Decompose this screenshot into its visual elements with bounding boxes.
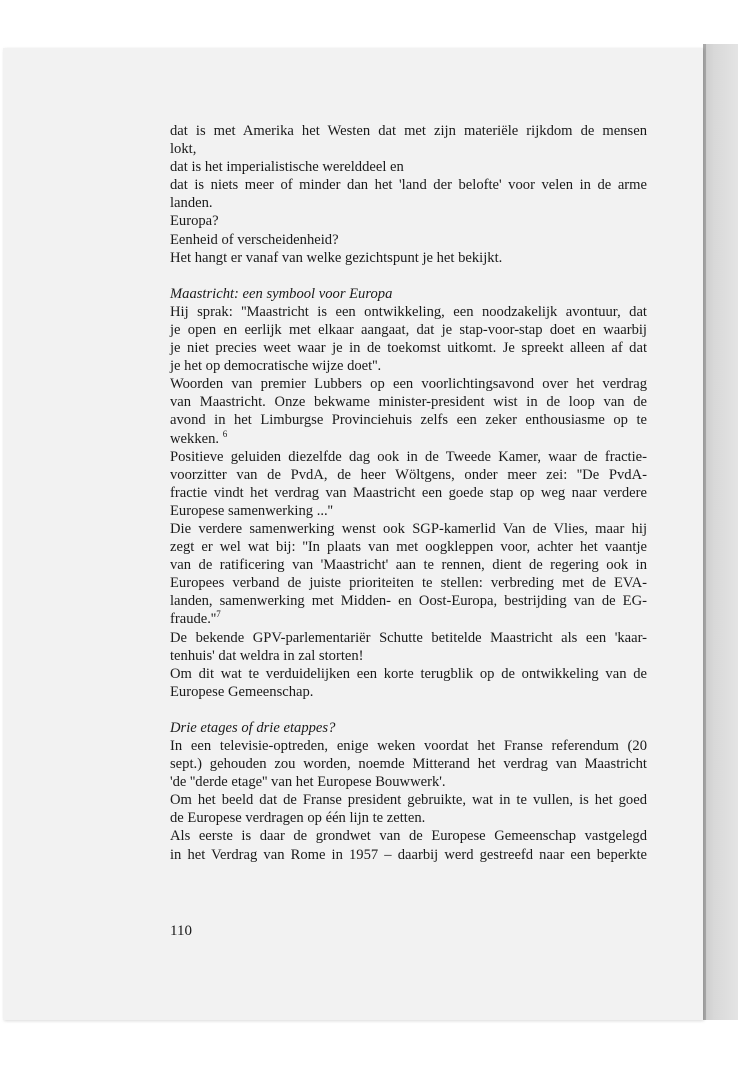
text-line: Positieve geluiden diezelfde dag ook in de Tweede Kamer, waar de fractie- bbox=[170, 448, 647, 465]
text-fragment: wekken. bbox=[170, 430, 220, 447]
footnote-marker-7: 7 bbox=[216, 609, 221, 620]
text-line: van Maastricht. Onze bekwame minister-president wist in de loop van de bbox=[170, 394, 647, 411]
text-line: tenhuis' dat weldra in zal storten! bbox=[170, 647, 364, 664]
text-line: dat is het imperialistische werelddeel en bbox=[170, 159, 404, 176]
page-number: 110 bbox=[170, 923, 192, 939]
text-line bbox=[170, 610, 647, 628]
text-line: je het op democratische wijze doet''. bbox=[170, 358, 382, 375]
text-line: Om het beeld dat de Franse president gebruikte, wat in te vullen, is het goed bbox=[170, 792, 647, 809]
text-line: lokt, bbox=[170, 141, 197, 158]
text-line: je niet precies weet waar je in de toekomst uitkomt. Je spreekt alleen af dat bbox=[170, 340, 647, 357]
text-line: landen. bbox=[170, 195, 213, 212]
section-heading-maastricht: Maastricht: een symbool voor Europa bbox=[170, 285, 393, 302]
text-line: Die verdere samenwerking wenst ook SGP-kamerlid Van de Vlies, maar hij bbox=[170, 520, 647, 537]
text-line: de Europese verdragen op één lijn te zetten. bbox=[170, 810, 426, 827]
text-line: De bekende GPV-parlementariër Schutte betitelde Maastricht als een 'kaar- bbox=[170, 629, 647, 646]
text-line: sept.) gehouden zou worden, noemde Mitterand het verdrag van Maastricht bbox=[170, 756, 647, 773]
text-line: dat is niets meer of minder dan het 'land der belofte' voor velen in de arme bbox=[170, 177, 647, 194]
text-line: In een televisie-optreden, enige weken voordat het Franse referendum (20 bbox=[170, 738, 647, 754]
text-line: landen, samenwerking met Midden- en Oost-Europa, bestrijding van de EG- bbox=[170, 593, 647, 610]
text-fragment: fraude.'' bbox=[170, 611, 217, 628]
text-line: Als eerste is daar de grondwet van de Europese Gemeenschap vastgelegd bbox=[170, 828, 647, 845]
text-line: Europa? bbox=[170, 213, 219, 230]
section-heading-drie-etages: Drie etages of drie etappes? bbox=[170, 719, 336, 736]
text-line: dat is met Amerika het Westen dat met zijn materiële rijkdom de mensen bbox=[170, 123, 647, 139]
text-line: Eenheid of verscheidenheid? bbox=[170, 231, 339, 248]
text-line: Hij sprak: ''Maastricht is een ontwikkeling, een noodzakelijk avontuur, dat bbox=[170, 303, 647, 320]
book-gutter-edge bbox=[703, 44, 706, 1020]
text-line: van de ratificering van 'Maastricht' aan te rennen, dient de regering ook in bbox=[170, 557, 647, 574]
text-line: Het hangt er vanaf van welke gezichtspunt je het bekijkt. bbox=[170, 249, 503, 266]
text-line: avond in het Limburgse Provinciehuis zelfs een zeker enthousiasme op te bbox=[170, 412, 647, 429]
text-line: Europees verband de juiste prioriteiten te stellen: verbreding met de EVA- bbox=[170, 575, 647, 592]
text-line: je open en eerlijk met elkaar aangaat, dat je stap-voor-stap doet en waarbij bbox=[170, 321, 647, 338]
text-line: Europese samenwerking ...'' bbox=[170, 502, 333, 519]
text-line: Om dit wat te verduidelijken een korte terugblik op de ontwikkeling van de bbox=[170, 665, 647, 682]
text-line bbox=[170, 430, 647, 448]
text-line: voorzitter van de PvdA, de heer Wöltgens, onder meer zei: ''De PvdA- bbox=[170, 466, 647, 483]
text-line: zegt er wel wat bij: ''In plaats van met oogkleppen voor, achter het vaantje bbox=[170, 539, 647, 556]
page-body-text bbox=[170, 122, 647, 864]
footnote-marker-6: 6 bbox=[222, 428, 228, 439]
text-line: fractie vindt het verdrag van Maastricht een goede stap op weg naar verdere bbox=[170, 484, 647, 501]
text-line: in het Verdrag van Rome in 1957 – daarbij werd gestreefd naar een beperkte bbox=[170, 846, 647, 863]
text-line: 'de ''derde etage'' van het Europese Bouwwerk'. bbox=[170, 774, 446, 791]
text-line: Woorden van premier Lubbers op een voorlichtingsavond over het verdrag bbox=[170, 376, 647, 393]
book-spine-shadow bbox=[703, 44, 738, 1020]
text-line: Europese Gemeenschap. bbox=[170, 683, 314, 700]
